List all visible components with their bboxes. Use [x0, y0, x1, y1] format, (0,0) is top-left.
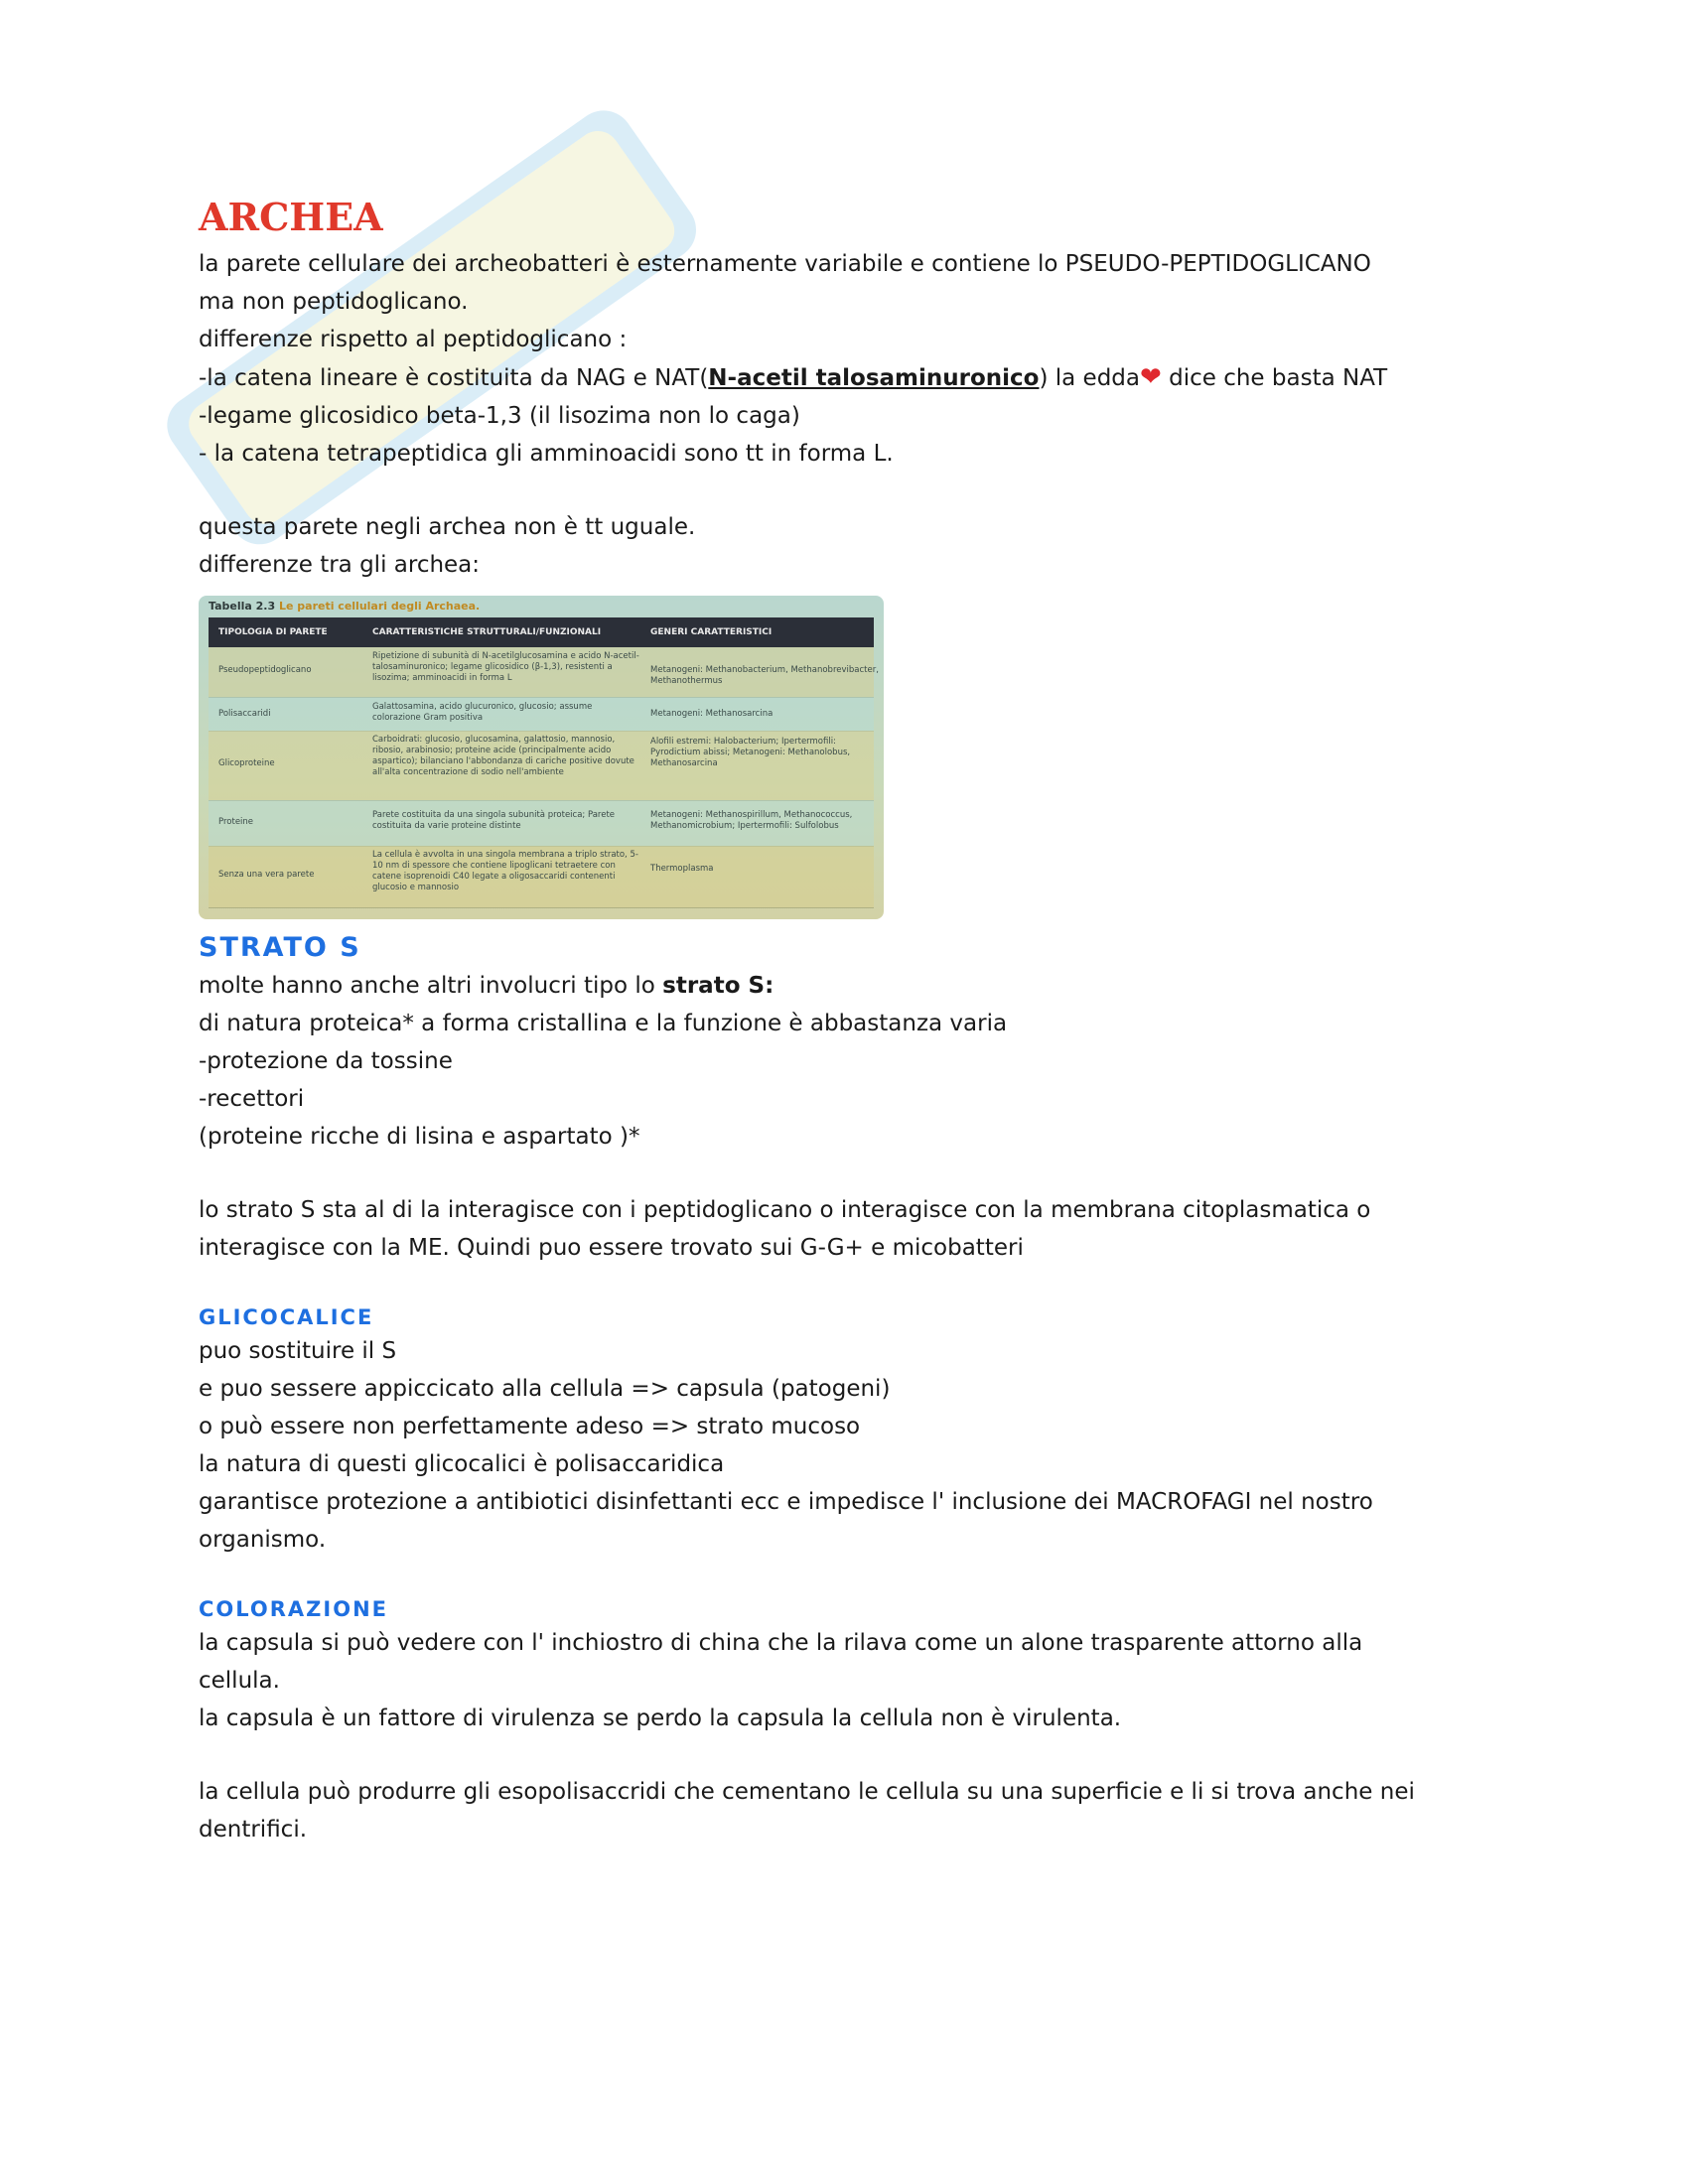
- paragraph-line: differenze rispetto al peptidoglicano :: [199, 327, 628, 352]
- paragraph-line: [199, 358, 1509, 397]
- emphasis-term: strato S:: [662, 973, 774, 999]
- paragraph-line: e puo sessere appiccicato alla cellula => capsula (patogeni): [199, 1376, 891, 1402]
- table-cell: Thermoplasma: [650, 864, 714, 874]
- paragraph-line: interagisce con la ME. Quindi puo essere trovato sui G-G+ e micobatteri: [199, 1235, 1024, 1261]
- table-cell: Galattosamina, acido glucuronico, glucosio; assume colorazione Gram positiva: [372, 702, 593, 723]
- text-span: ) la edda: [1039, 365, 1140, 391]
- table-cell: Parete costituita da una singola subunità proteica; Parete costituita da varie proteine distinte: [372, 810, 616, 831]
- table-cell: Metanogeni: Methanobacterium, Methanobrevibacter, Methanothermus: [650, 665, 879, 686]
- paragraph-line: questa parete negli archea non è tt uguale.: [199, 514, 696, 540]
- spacer: [199, 1737, 1509, 1773]
- table-row: [209, 647, 879, 698]
- table-caption-number: Tabella 2.3: [209, 600, 276, 613]
- paragraph-line: -protezione da tossine: [199, 1048, 453, 1074]
- paragraph-line: (proteine ricche di lisina e aspartato )*: [199, 1124, 640, 1150]
- section-heading-glicocalice: GLICOCALICE: [199, 1305, 374, 1329]
- text-span: dice che basta NAT: [1161, 365, 1388, 391]
- paragraph-line: cellula.: [199, 1668, 280, 1694]
- spacer: [199, 473, 1509, 508]
- paragraph-line: dentrifici.: [199, 1817, 308, 1843]
- paragraph-line: -recettori: [199, 1086, 305, 1112]
- text-span: -la catena lineare è costituita da NAG e NAT(: [199, 365, 709, 391]
- table-row: [209, 697, 874, 732]
- paragraph-line: di natura proteica* a forma cristallina e la funzione è abbastanza varia: [199, 1011, 1008, 1036]
- paragraph-line: la capsula è un fattore di virulenza se perdo la capsula la cellula non è virulenta.: [199, 1706, 1122, 1731]
- paragraph-line: la capsula si può vedere con l' inchiostro di china che la rilava come un alone trasparente attorno alla: [199, 1630, 1363, 1656]
- paragraph-line: [199, 967, 1509, 1005]
- table-cell: Proteine: [218, 817, 254, 827]
- table-cell: Ripetizione di subunità di N-acetilglucosamina e acido N-acetil-talosaminuronico; legame glicosidico (β-1,3), resistenti a lisozima; amminoacidi in forma L: [372, 651, 639, 683]
- paragraph-line: la parete cellulare dei archeobatteri è esternamente variabile e contiene lo PSEUDO-PEPTIDOGLICANO: [199, 251, 1371, 277]
- section-title-archea: ARCHEA: [199, 195, 383, 239]
- spacer: [199, 1267, 1509, 1302]
- emphasis-term: N-acetil talosaminuronico: [708, 365, 1040, 391]
- paragraph-line: differenze tra gli archea:: [199, 552, 481, 578]
- table-cell: Carboidrati: glucosio, glucosamina, galattosio, mannosio, ribosio, arabinosio; proteine acide (principalmente acido aspartico); bilanciano l'abbondanza di cariche positive dovute all'alta concentrazione di sodio nell'ambiente: [372, 735, 634, 777]
- table-header-cell: GENERI CARATTERISTICI: [650, 627, 773, 637]
- table-cell: Pseudopeptidoglicano: [218, 665, 312, 675]
- table-row: [209, 800, 874, 847]
- section-heading-colorazione: COLORAZIONE: [199, 1597, 388, 1621]
- table-row: [209, 846, 874, 908]
- spacer: [199, 1156, 1509, 1191]
- table-header: [209, 617, 874, 647]
- paragraph-line: - la catena tetrapeptidica gli amminoacidi sono tt in forma L.: [199, 441, 894, 467]
- paragraph-line: lo strato S sta al di la interagisce con i peptidoglicano o interagisce con la membrana citoplasmatica o: [199, 1197, 1371, 1223]
- table-caption: [209, 600, 480, 613]
- table-cell: Polisaccaridi: [218, 709, 271, 719]
- table-row: [209, 731, 874, 801]
- heart-icon: ❤: [1140, 362, 1162, 392]
- table-cell: Glicoproteine: [218, 758, 275, 768]
- paragraph-line: la natura di questi glicocalici è polisaccaridica: [199, 1451, 725, 1477]
- table-cell: Metanogeni: Methanospirillum, Methanococcus, Methanomicrobium; Ipertermofili: Sulfolobus: [650, 810, 853, 831]
- table-cell: Senza una vera parete: [218, 870, 315, 880]
- table-header-cell: CARATTERISTICHE STRUTTURALI/FUNZIONALI: [372, 627, 602, 637]
- table-cell: La cellula è avvolta in una singola membrana a triplo strato, 5-10 nm di spessore che contiene lipoglicani tetraetere con catene isoprenoidi C40 legate a oligosaccaridi contenenti glucosio e mannosio: [372, 850, 638, 892]
- table-caption-text: Le pareti cellulari degli Archaea.: [278, 600, 481, 613]
- paragraph-line: organismo.: [199, 1527, 327, 1553]
- table-header-cell: TIPOLOGIA DI PARETE: [218, 627, 328, 637]
- paragraph-line: o può essere non perfettamente adeso => strato mucoso: [199, 1414, 861, 1439]
- paragraph-line: -legame glicosidico beta-1,3 (il lisozima non lo caga): [199, 403, 800, 429]
- paragraph-line: la cellula può produrre gli esopolisaccridi che cementano le cellula su una superficie e li si trova anche nei: [199, 1779, 1415, 1805]
- paragraph-line: ma non peptidoglicano.: [199, 289, 469, 315]
- table-image-archaea-walls: [199, 596, 884, 919]
- paragraph-line: puo sostituire il S: [199, 1338, 397, 1364]
- spacer: [199, 1559, 1509, 1594]
- paragraph-line: garantisce protezione a antibiotici disinfettanti ecc e impedisce l' inclusione dei MACROFAGI nel nostro: [199, 1489, 1373, 1515]
- text-span: molte hanno anche altri involucri tipo lo: [199, 973, 663, 999]
- section-heading-strato-s: STRATO S: [199, 932, 361, 963]
- table-cell: Metanogeni: Methanosarcina: [650, 709, 774, 719]
- table-cell: Alofili estremi: Halobacterium; Ipertermofili: Pyrodictium abissi; Metanogeni: Methanolobus, Methanosarcina: [650, 737, 851, 768]
